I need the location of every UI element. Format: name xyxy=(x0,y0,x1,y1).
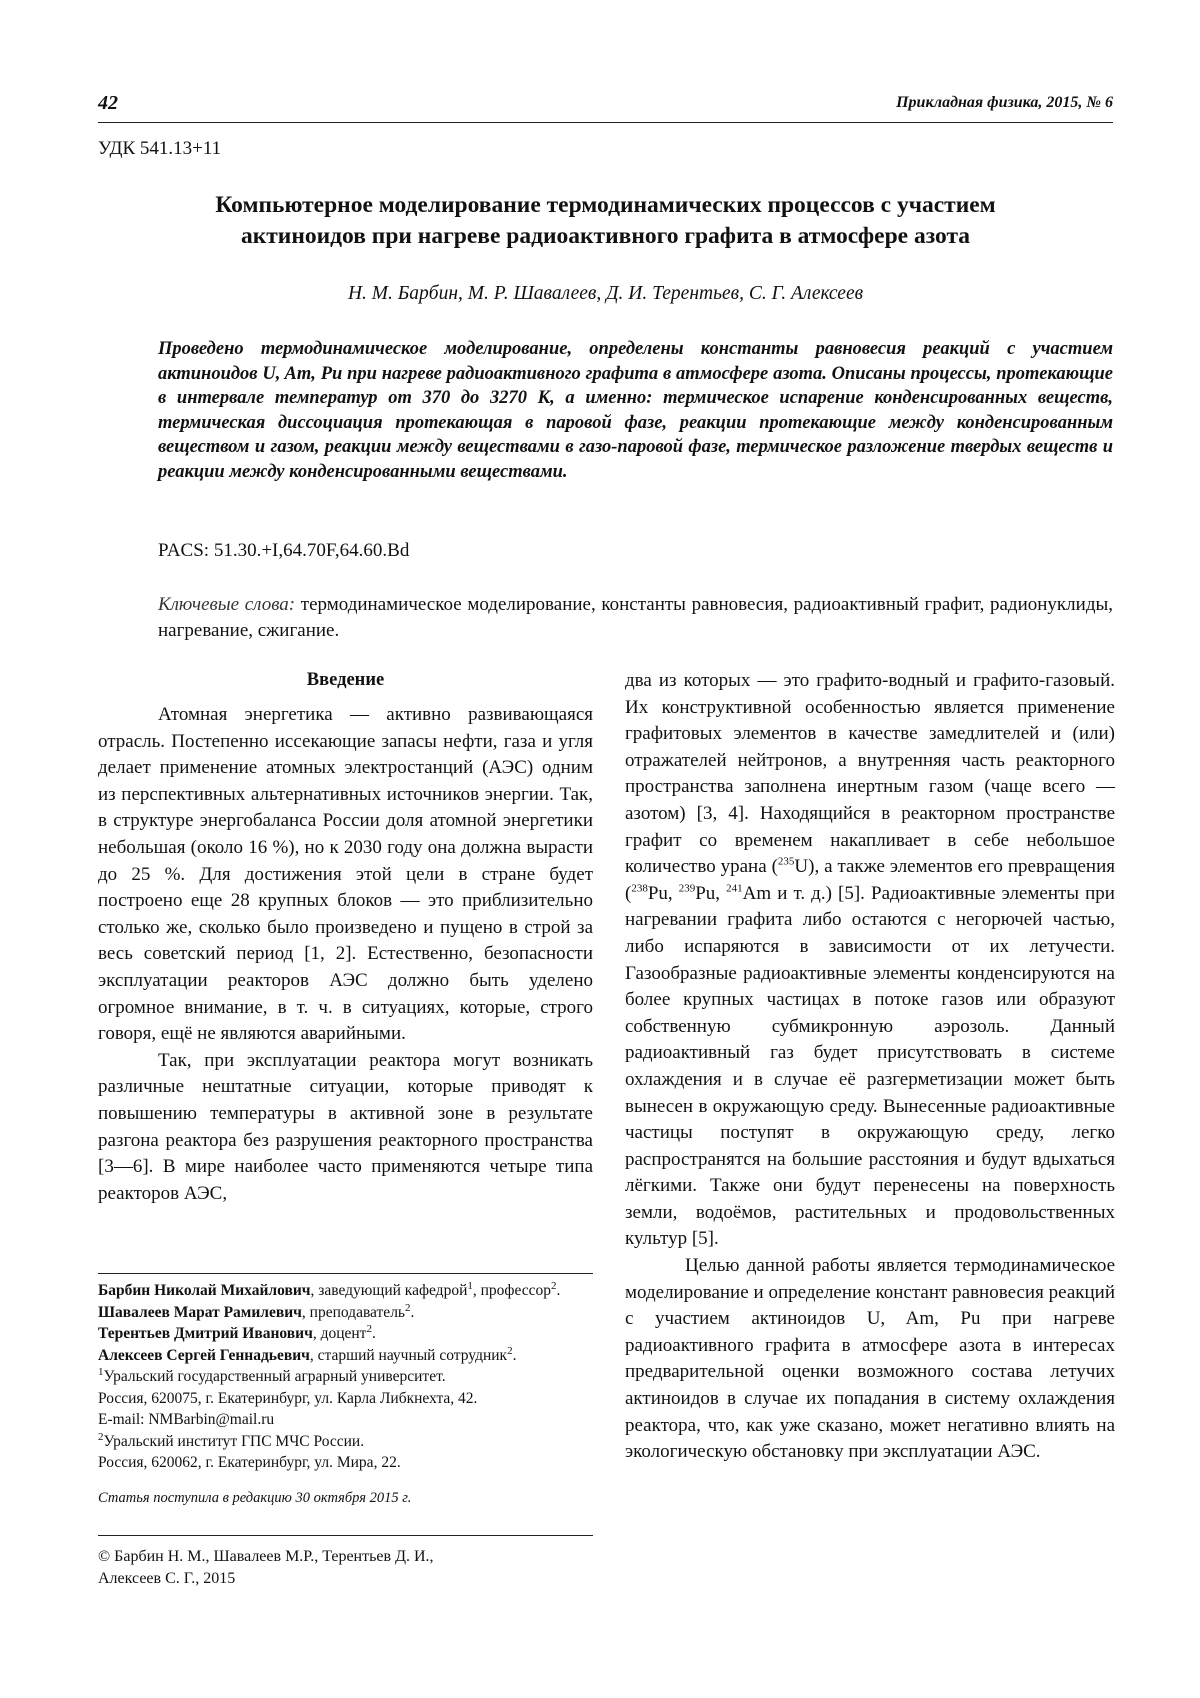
affiliation-2 xyxy=(98,1431,593,1453)
author-name: Шавалеев Марат Рамилевич xyxy=(98,1303,302,1321)
author-role: , профессор xyxy=(472,1282,551,1299)
article-title xyxy=(98,190,1113,252)
right-column xyxy=(625,668,1115,1466)
affiliation-1 xyxy=(98,1366,593,1388)
intro-paragraph-4: Целью данной работы является термодинамическое моделирование и определение констант равновесия реакций с участием актиноидов U, Am, Pu при нагреве радиоактивного графита в атмосфере азота в интересах предварительной оценки возможного состава летучих актиноидов в случае их попадания в систему охлаждения реактора, что, как уже сказано, может негативно влиять на экологическую обстановку при эксплуатации АЭС. xyxy=(625,1255,1115,1463)
keywords-text: термодинамическое моделирование, константы равновесия, радиоактивный графит, радионуклиды, нагревание, сжигание. xyxy=(158,594,1113,641)
intro-paragraph-1: Атомная энергетика — активно развивающаяся отрасль. Постепенно иссекающие запасы нефти, газа и угля делает применение атомных электростанций (АЭС) одним из перспективных альтернативных источников энергии. Так, в структуре энергобаланса России доля атомной энергетики небольшая (около 16 %), но к 2030 году она должна вырасти до 25 %. Для достижения этой цели в стране будет построено еще 28 крупных блоков — это приблизительно столько же, сколько было произведено и пущено в строй за весь советский период [1, 2]. Естественно, безопасности эксплуатации реакторов АЭС должно быть уделено огромное внимание, в т. ч. в ситуациях, которые, строго говоря, ещё не являются аварийными. xyxy=(98,704,593,1045)
author-role: , старший научный сотрудник xyxy=(309,1346,508,1364)
affiliation-2-address: Россия, 620062, г. Екатеринбург, ул. Мира, 22. xyxy=(98,1454,401,1471)
running-header xyxy=(98,92,1113,123)
author-role: , заведующий кафедрой xyxy=(310,1282,468,1299)
isotope-sup: 235 xyxy=(777,855,795,868)
text-run: Am и т. д.) [5]. Радиоактивные элементы при нагревании графита либо остаются с негорючей частью, либо испаряются в зависимости от их летучести. Газообразные радиоактивные элементы конденсируются на более крупных частицах в потоке газов или образуют собственную субмикронную аэрозоль. Данный радиоактивный газ будет присутствовать в системе охлаждения и в случае её разгерметизации может быть вынесен в окружающую среду. Вынесенные радиоактивные частицы поступят в окружающую среду, легко распространятся на большие расстояния и будут вдыхаться лёгкими. Также они будут перенесены на поверхность земли, водоёмов, растительных и продовольственных культур [5]. xyxy=(625,882,1115,1250)
text-run: Pu, xyxy=(695,882,727,904)
isotope-sup: 241 xyxy=(726,882,743,895)
affiliation-name: Уральский институт ГПС МЧС России. xyxy=(103,1432,365,1450)
text-run: U), а также элементов его превращения ( xyxy=(625,856,1115,904)
copyright-line-2: Алексеев С. Г., 2015 xyxy=(98,1570,236,1587)
affil-sup: 1 xyxy=(467,1279,473,1292)
section-heading: Введение xyxy=(306,670,385,690)
author-footnotes xyxy=(98,1273,593,1509)
footnote-author-3: Терентьев Дмитрий Иванович, доцент$^2$. xyxy=(98,1322,376,1342)
udc-code: УДК 541.13+11 xyxy=(98,138,222,159)
text-run: Pu, xyxy=(647,882,679,904)
received-date: Статья поступила в редакцию 30 октября 2015 г. xyxy=(98,1489,412,1506)
affil-sup: 2 xyxy=(366,1322,372,1335)
author-role: , преподаватель xyxy=(301,1303,405,1321)
keywords xyxy=(158,592,1113,644)
author-name: Барбин Николай Михайлович xyxy=(98,1282,311,1299)
affil-sup: 2 xyxy=(551,1279,557,1292)
isotope-sup: 238 xyxy=(631,882,648,895)
author-list: Н. М. Барбин, М. Р. Шавалеев, Д. И. Терентьев, С. Г. Алексеев xyxy=(347,283,864,304)
footnote-author-1: Барбин Николай Михайлович, заведующий кафедрой$^1$, профессор$^2$. xyxy=(98,1279,561,1299)
page-number: 42 xyxy=(98,92,118,114)
affil-sup: 1 xyxy=(98,1365,104,1378)
keywords-label: Ключевые слова: xyxy=(158,594,296,615)
intro-paragraph-3 xyxy=(625,668,1115,1253)
affil-sup: 2 xyxy=(405,1301,411,1314)
author-name: Терентьев Дмитрий Иванович xyxy=(98,1325,313,1342)
copyright xyxy=(98,1535,593,1590)
copyright-line-1: © Барбин Н. М., Шавалеев М.Р., Терентьев Д. И., xyxy=(98,1548,434,1565)
affil-sup: 2 xyxy=(507,1344,513,1357)
affiliation-name: Уральский государственный аграрный университет. xyxy=(103,1368,446,1385)
footnote-author-2: Шавалеев Марат Рамилевич, преподаватель$^2$. xyxy=(98,1301,415,1321)
affiliation-1-email: E-mail: NMBarbin@mail.ru xyxy=(98,1411,275,1428)
title-line-1: Компьютерное моделирование термодинамических процессов с участием xyxy=(215,192,996,218)
author-role: , доцент xyxy=(312,1325,367,1342)
pacs-codes: PACS: 51.30.+I,64.70F,64.60.Bd xyxy=(158,540,410,561)
title-line-2: актиноидов при нагреве радиоактивного графита в атмосфере азота xyxy=(240,223,971,249)
affiliation-1-address: Россия, 620075, г. Екатеринбург, ул. Карла Либкнехта, 42. xyxy=(98,1389,478,1407)
journal-name: Прикладная физика, 2015, № 6 xyxy=(896,94,1113,111)
isotope-sup: 239 xyxy=(678,882,696,895)
abstract: Проведено термодинамическое моделирование, определены константы равновесия реакций с участием актиноидов U, Am, Pu при нагреве радиоактивного графита в атмосфере азота. Описаны процессы, протекающие в интервале температур от 370 до 3270 К, а именно: термическое испарение конденсированных веществ, термическая диссоциация протекающая в паровой фазе, реакции протекающие между конденсированным веществом и газом, реакции между веществами в газо-паровой фазе, термическое разложение твердых веществ и реакции между конденсированными веществами. xyxy=(158,339,1113,482)
text-run: два из которых — это графито-водный и графито-газовый. Их конструктивной особенностью является применение графитовых элементов в качестве замедлителей и (или) отражателей нейтронов, а внутренняя часть реакторного пространства заполнена инертным газом (чаще всего — азотом) [3, 4]. Находящийся в реакторном пространстве графит со временем накапливает в себе небольшое количество урана ( xyxy=(625,670,1115,878)
footnote-author-4: Алексеев Сергей Геннадьевич, старший научный сотрудник$^2$. xyxy=(98,1344,517,1364)
intro-paragraph-2: Так, при эксплуатации реактора могут возникать различные нештатные ситуации, которые приводят к повышению температуры в активной зоне в результате разгона реактора без разрушения реакторного пространства [3—6]. В мире наиболее часто применяются четыре типа реакторов АЭС, xyxy=(98,1049,593,1204)
affil-sup: 2 xyxy=(98,1430,104,1443)
left-column xyxy=(98,668,593,1207)
author-name: Алексеев Сергей Геннадьевич xyxy=(98,1346,310,1364)
